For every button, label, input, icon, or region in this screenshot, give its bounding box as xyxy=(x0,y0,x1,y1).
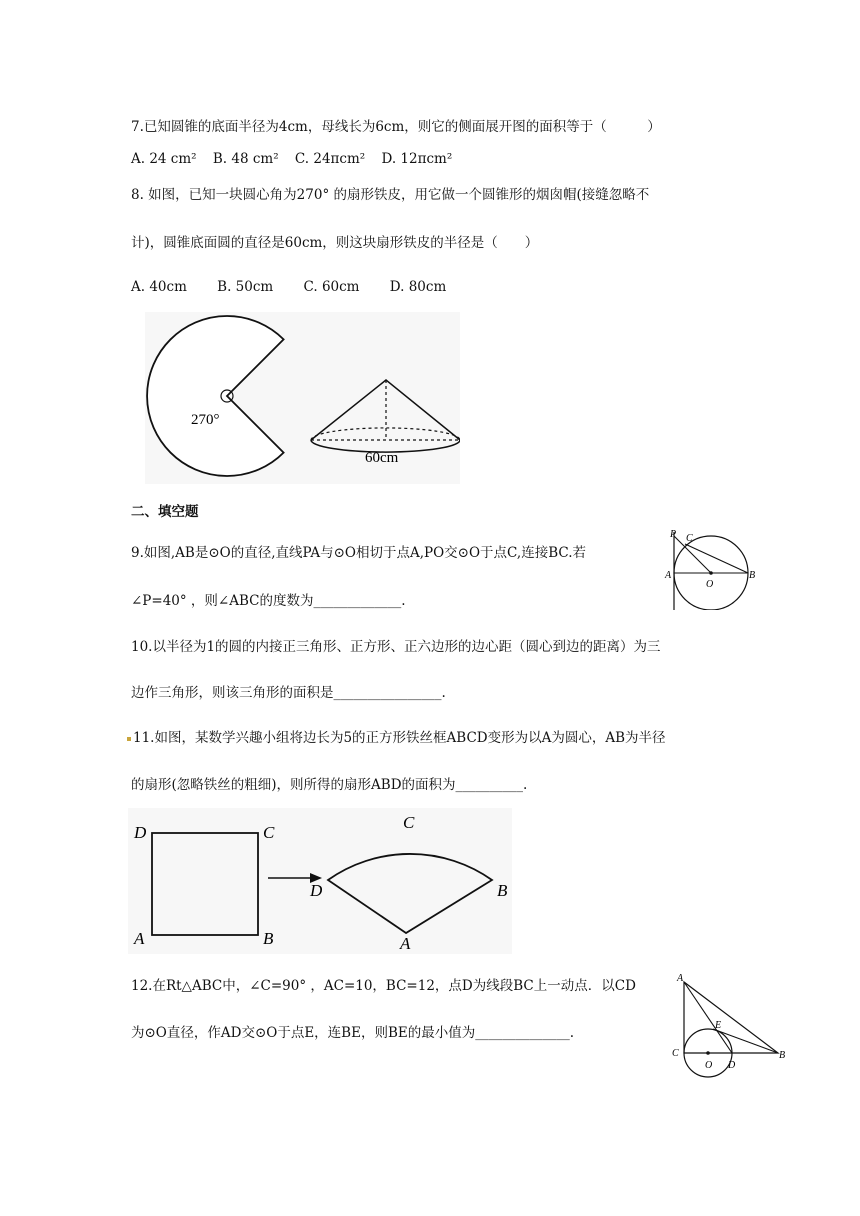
q11-line1-text: 11.如图，某数学兴趣小组将边长为5的正方形铁丝框ABCD变形为以A为圆心，AB为半径 xyxy=(133,730,666,746)
square-label-d: D xyxy=(134,823,147,842)
q9-label-b: B xyxy=(749,570,756,581)
q8-option-b: B. 50cm xyxy=(217,279,274,295)
q12-label-d: D xyxy=(728,1060,736,1071)
q12-label-o: O xyxy=(705,1060,713,1071)
q12-figure xyxy=(668,970,790,1082)
section-heading: 二、填空题 xyxy=(131,504,199,520)
q12-label-c: C xyxy=(672,1048,679,1059)
q9-line1: 9.如图,AB是⊙O的直径,直线PA与⊙O相切于点A,PO交⊙O于点C,连接BC.若 xyxy=(131,545,587,561)
q11-line1 xyxy=(127,729,666,747)
q12-label-a: A xyxy=(677,973,684,984)
q9-label-c: C xyxy=(686,533,693,544)
q8-stem-line1: 8. 如图，已知一块圆心角为270° 的扇形铁皮，用它做一个圆锥形的烟囱帽(接缝忽略不 xyxy=(131,187,650,203)
q9-figure xyxy=(664,526,764,610)
q10-line2: 边作三角形，则该三角形的面积是________________. xyxy=(131,685,446,701)
q8-option-d: D. 80cm xyxy=(389,279,447,295)
q8-option-c: C. 60cm xyxy=(303,279,360,295)
square-label-b: B xyxy=(263,929,274,948)
q9-label-p: P xyxy=(670,529,677,540)
q7-option-b: B. 48 cm² xyxy=(212,151,279,167)
q9-label-o: O xyxy=(706,579,714,590)
sector-label-a: A xyxy=(400,934,411,953)
q8-option-a: A. 40cm xyxy=(131,279,187,295)
sector-label-b: B xyxy=(497,881,508,900)
q10-line1: 10.以半径为1的圆的内接正三角形、正方形、正六边形的边心距（圆心到边的距离）为三 xyxy=(131,639,661,655)
paragraph-marker-icon xyxy=(127,737,131,741)
q9-label-a: A xyxy=(665,570,672,581)
q11-figure xyxy=(128,808,512,954)
q9-line2: ∠P=40° ，则∠ABC的度数为_____________. xyxy=(131,593,406,609)
q12-label-e: E xyxy=(715,1020,722,1031)
sector-label-c: C xyxy=(403,813,415,832)
square-label-a: A xyxy=(134,929,145,948)
q7-option-d: D. 12πcm² xyxy=(381,151,453,167)
sector-label-d: D xyxy=(310,881,323,900)
q8-options xyxy=(131,278,458,296)
q7-option-a: A. 24 cm² xyxy=(131,151,197,167)
q12-line-be xyxy=(713,1029,778,1053)
q11-line2: 的扇形(忽略铁丝的粗细)，则所得的扇形ABD的面积为__________. xyxy=(131,777,528,793)
q7-option-c: C. 24πcm² xyxy=(294,151,366,167)
cone-diameter-label: 60cm xyxy=(365,450,399,466)
q12-center-point xyxy=(706,1051,710,1055)
q7-stem: 7.已知圆锥的底面半径为4cm，母线长为6cm，则它的侧面展开图的面积等于（ ） xyxy=(131,119,661,135)
square-label-c: C xyxy=(263,823,275,842)
q12-line2: 为⊙O直径，作AD交⊙O于点E，连BE，则BE的最小值为______________. xyxy=(131,1025,575,1041)
q12-line-ad xyxy=(684,982,732,1053)
q9-center-point xyxy=(709,571,713,575)
q12-line1: 12.在Rt△ABC中，∠C=90° ，AC=10，BC=12，点D为线段BC上一动点．以CD xyxy=(131,978,636,994)
q12-triangle xyxy=(684,982,778,1053)
q7-options xyxy=(131,150,464,168)
q8-figure xyxy=(145,312,460,484)
q12-label-b: B xyxy=(779,1050,786,1061)
sector-angle-label: 270° xyxy=(191,412,220,428)
q8-stem-line2: 计)，圆锥底面圆的直径是60cm，则这块扇形铁皮的半径是（ ） xyxy=(131,235,539,251)
